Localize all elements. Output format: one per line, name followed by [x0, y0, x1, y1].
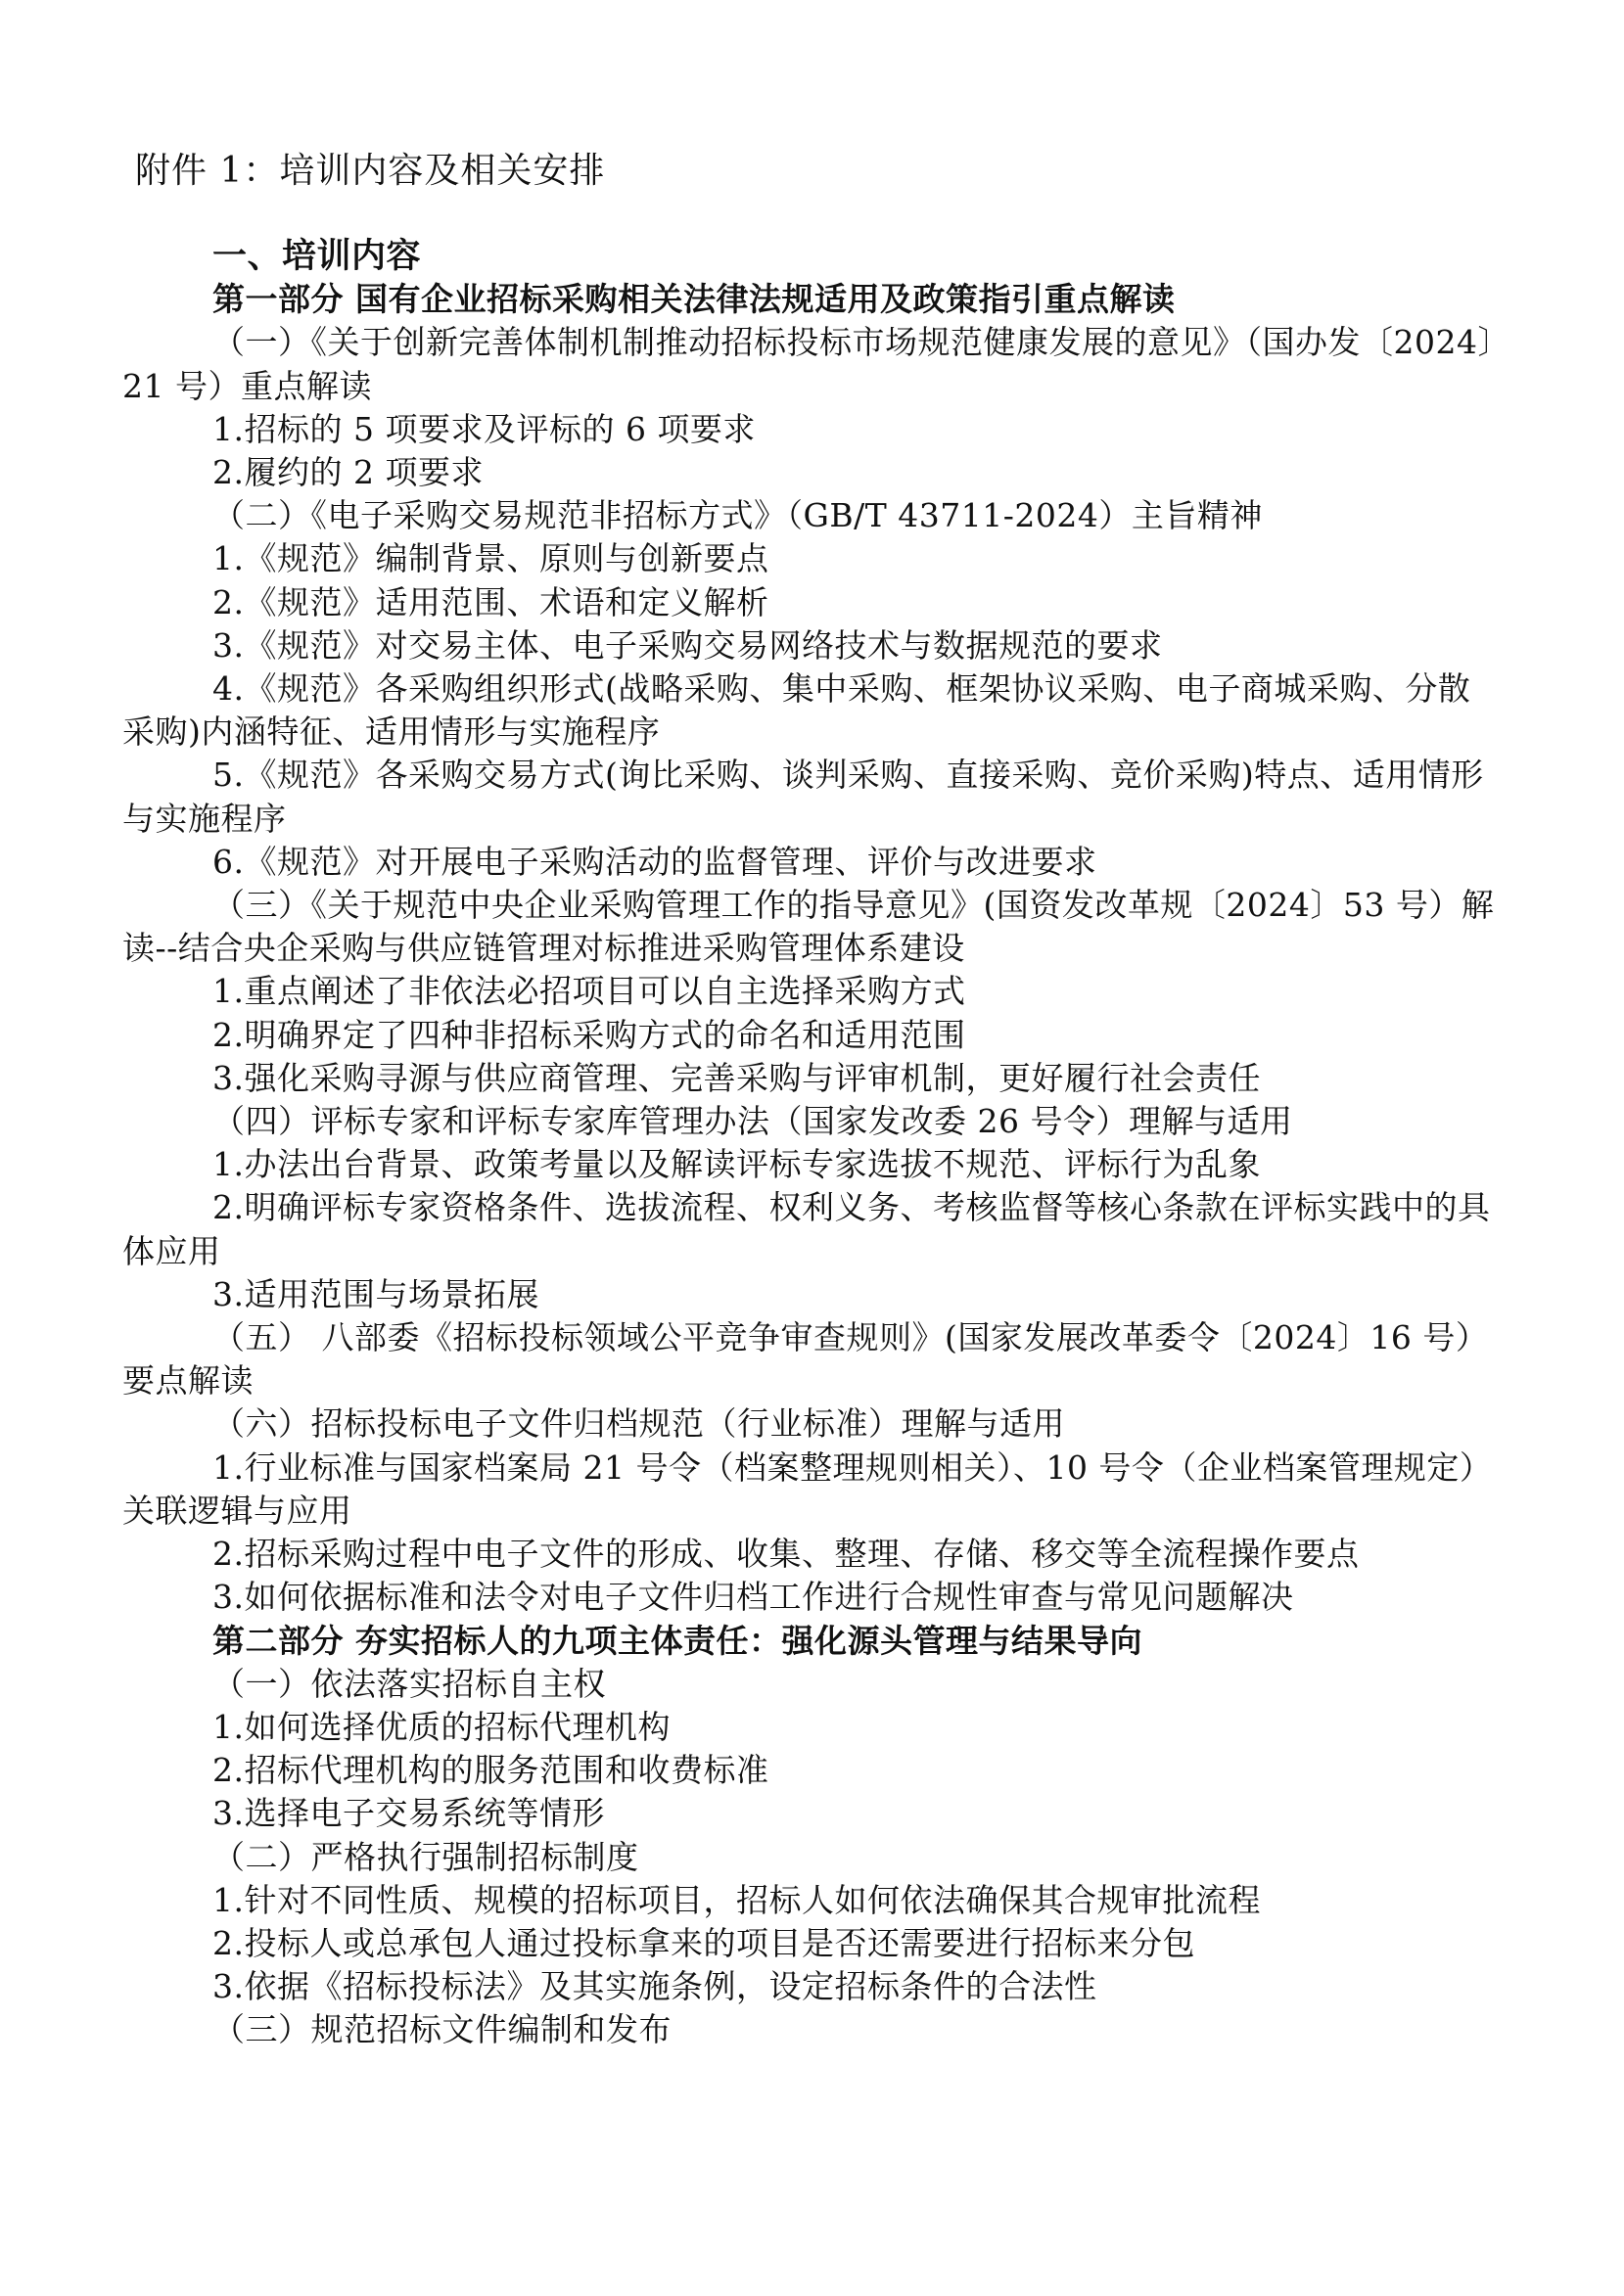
section-heading: 一、培训内容: [212, 236, 422, 276]
subsection-heading: （二）《电子采购交易规范非招标方式》（GB/T 43711-2024）主旨精神: [212, 496, 1263, 535]
list-item: 3.选择电子交易系统等情形: [212, 1794, 605, 1833]
part-heading: 第一部分 国有企业招标采购相关法律法规适用及政策指引重点解读: [212, 280, 1176, 319]
list-item: 2.招标采购过程中电子文件的形成、收集、整理、存储、移交等全流程操作要点: [212, 1535, 1360, 1574]
list-item: 1.如何选择优质的招标代理机构: [212, 1707, 671, 1746]
subsection-heading: （一）《关于创新完善体制机制推动招标投标市场规范健康发展的意见》（国办发〔2024〕21 号）重点解读: [122, 323, 1495, 405]
list-item: 4.《规范》各采购组织形式(战略采购、集中采购、框架协议采购、电子商城采购、分散采购)内涵特征、适用情形与实施程序: [122, 669, 1471, 752]
list-item: 3.强化采购寻源与供应商管理、完善采购与评审机制，更好履行社会责任: [212, 1058, 1261, 1097]
list-item: 2.招标代理机构的服务范围和收费标准: [212, 1751, 769, 1790]
list-item: 6.《规范》对开展电子采购活动的监督管理、评价与改进要求: [212, 842, 1097, 881]
subsection-heading: （三）规范招标文件编制和发布: [212, 2010, 672, 2049]
list-item: 2.履约的 2 项要求: [212, 453, 484, 492]
list-item: 1.重点阐述了非依法必招项目可以自主选择采购方式: [212, 972, 966, 1011]
subsection-heading: （六）招标投标电子文件归档规范（行业标准）理解与适用: [212, 1404, 1065, 1444]
list-item: 1.行业标准与国家档案局 21 号令（档案整理规则相关）、10 号令（企业档案管理规定）关联逻辑与应用: [122, 1447, 1493, 1530]
list-item: 3.如何依据标准和法令对电子文件归档工作进行合规性审查与常见问题解决: [212, 1578, 1294, 1617]
subsection-heading: （一）依法落实招标自主权: [212, 1664, 606, 1703]
list-item: 3.适用范围与场景拓展: [212, 1274, 539, 1313]
list-item: 1.针对不同性质、规模的招标项目，招标人如何依法确保其合规审批流程: [212, 1880, 1261, 1919]
attachment-title: 附件 1：培训内容及相关安排: [135, 151, 606, 191]
list-item: 1.办法出台背景、政策考量以及解读评标专家选拔不规范、评标行为乱象: [212, 1145, 1261, 1184]
subsection-heading: （二）严格执行强制招标制度: [212, 1837, 639, 1876]
list-item: 3.依据《招标投标法》及其实施条例，设定招标条件的合法性: [212, 1967, 1097, 2006]
part-heading: 第二部分 夯实招标人的九项主体责任：强化源头管理与结果导向: [212, 1621, 1142, 1660]
document-body: [122, 235, 1503, 2052]
list-item: 2.明确界定了四种非招标采购方式的命名和适用范围: [212, 1015, 966, 1054]
list-item: 3.《规范》对交易主体、电子采购交易网络技术与数据规范的要求: [212, 625, 1163, 665]
list-item: 2.《规范》适用范围、术语和定义解析: [212, 582, 769, 621]
list-item: 2.明确评标专家资格条件、选拔流程、权利义务、考核监督等核心条款在评标实践中的具体应用: [122, 1188, 1491, 1270]
list-item: 1.招标的 5 项要求及评标的 6 项要求: [212, 409, 756, 448]
list-item: 2.投标人或总承包人通过投标拿来的项目是否还需要进行招标来分包: [212, 1923, 1195, 1962]
subsection-heading: （四）评标专家和评标专家库管理办法（国家发改委 26 号令）理解与适用: [212, 1102, 1293, 1141]
subsection-heading: （三）《关于规范中央企业采购管理工作的指导意见》(国资发改革规〔2024〕53 号）解读--结合央企采购与供应链管理对标推进采购管理体系建设: [122, 886, 1495, 968]
subsection-heading: （五） 八部委《招标投标领域公平竞争审查规则》(国家发展改革委令〔2024〕16 号）要点解读: [122, 1318, 1489, 1401]
list-item: 1.《规范》编制背景、原则与创新要点: [212, 539, 769, 578]
list-item: 5.《规范》各采购交易方式(询比采购、谈判采购、直接采购、竞价采购)特点、适用情形与实施程序: [122, 756, 1484, 838]
